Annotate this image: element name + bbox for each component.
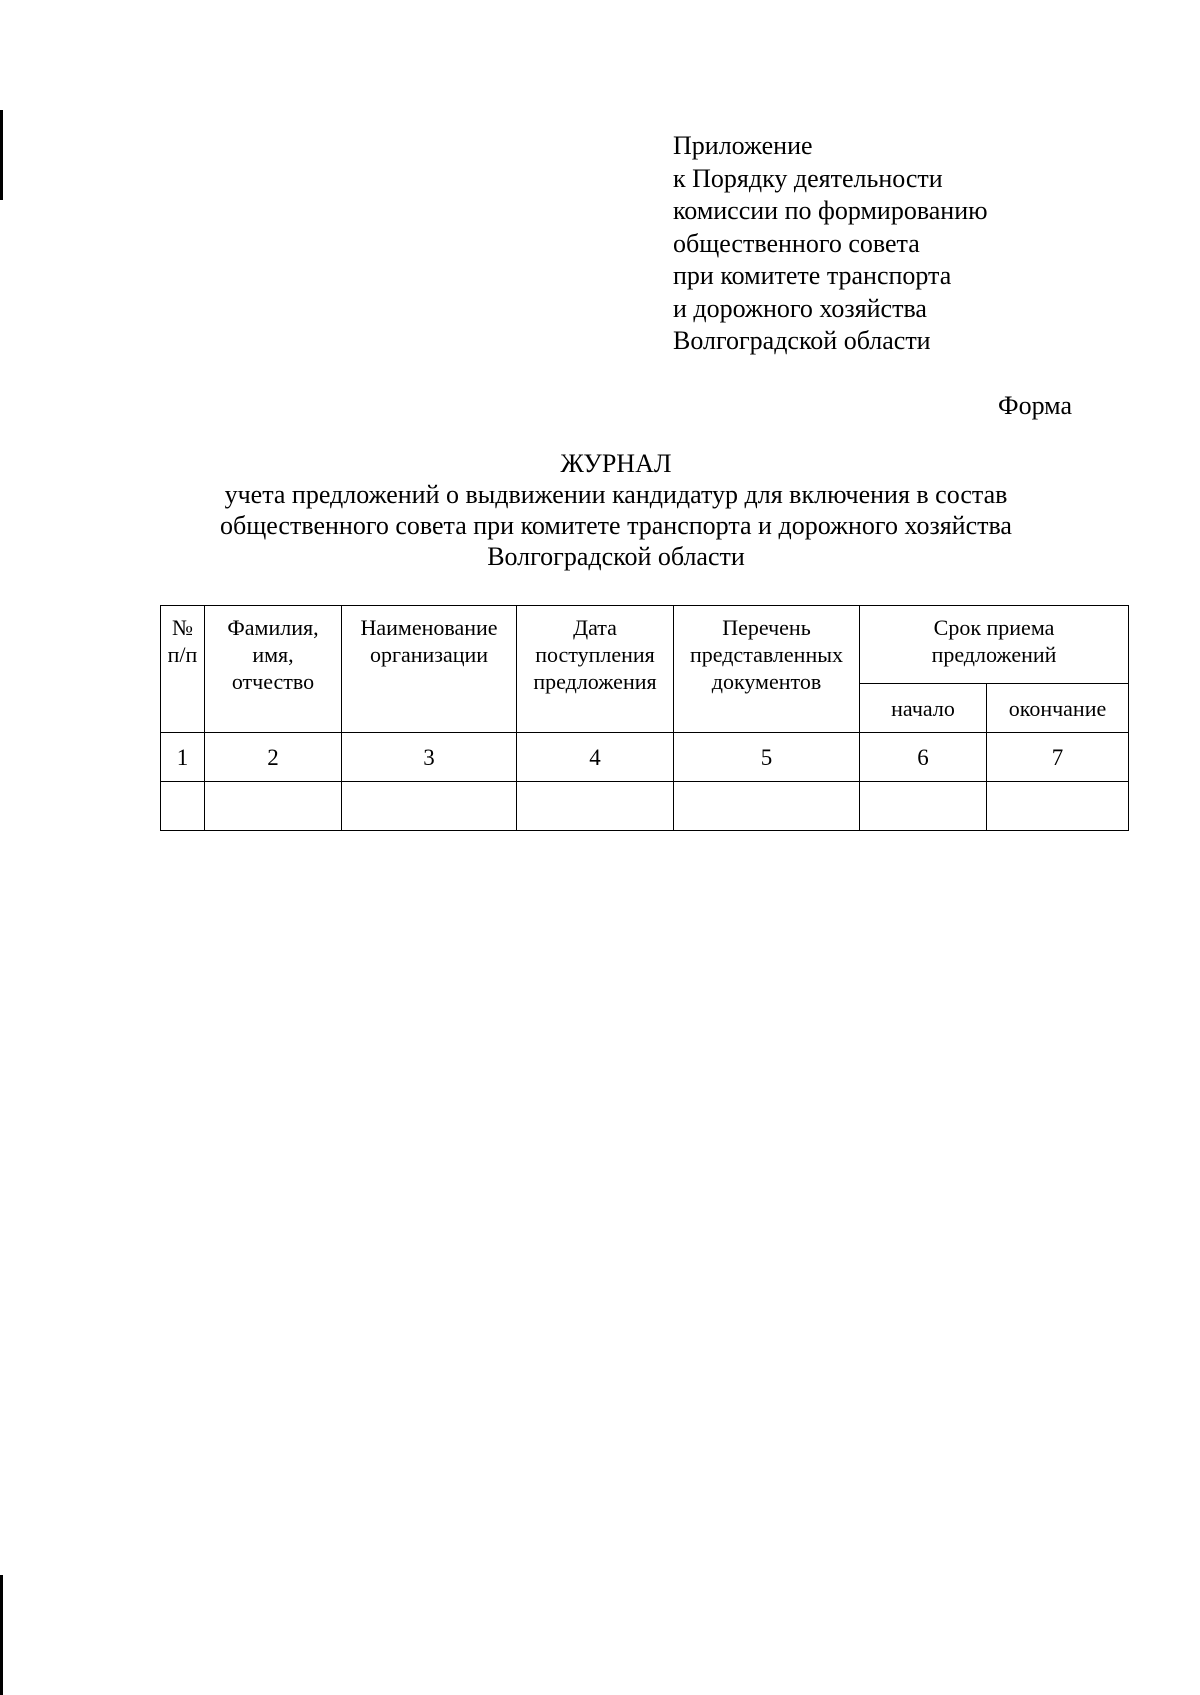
- header-cell-full-name: Фамилия, имя, отчество: [205, 606, 342, 733]
- header-cell-acceptance-period: Срок приема предложений: [860, 606, 1129, 684]
- column-number-cell: 5: [674, 733, 860, 782]
- header-cell-organization: Наименование организации: [342, 606, 517, 733]
- column-number-cell: 2: [205, 733, 342, 782]
- appendix-line: общественного совета: [673, 228, 920, 258]
- empty-cell: [342, 782, 517, 831]
- header-cell-documents-list: Перечень представленных документов: [674, 606, 860, 733]
- empty-cell: [987, 782, 1129, 831]
- empty-cell: [161, 782, 205, 831]
- appendix-line: к Порядку деятельности: [673, 163, 943, 193]
- header-cell-number: № п/п: [161, 606, 205, 733]
- empty-cell: [517, 782, 674, 831]
- empty-cell: [674, 782, 860, 831]
- table-header-row: [161, 606, 1129, 684]
- header-cell-period-start: начало: [860, 684, 987, 733]
- scan-edge-mark-bottom: [0, 1575, 3, 1695]
- form-label: Форма: [998, 391, 1072, 420]
- appendix-block: [673, 130, 988, 358]
- column-number-row: [161, 733, 1129, 782]
- empty-cell: [860, 782, 987, 831]
- journal-table: [160, 605, 1129, 831]
- appendix-line: комиссии по формированию: [673, 196, 988, 225]
- journal-subtitle-line: общественного совета при комитете транспорта и дорожного хозяйства: [220, 511, 1012, 540]
- table-row: [161, 782, 1129, 831]
- header-cell-receipt-date: Дата поступления предложения: [517, 606, 674, 733]
- journal-subtitle-line: Волгоградской области: [487, 542, 745, 571]
- empty-cell: [205, 782, 342, 831]
- journal-title-block: [0, 448, 1200, 572]
- column-number-cell: 6: [860, 733, 987, 782]
- appendix-line: Приложение: [673, 131, 813, 160]
- column-number-cell: 3: [342, 733, 517, 782]
- appendix-line: при комитете транспорта: [673, 261, 952, 290]
- column-number-cell: 7: [987, 733, 1129, 782]
- column-number-cell: 1: [161, 733, 205, 782]
- appendix-line: и дорожного хозяйства: [673, 293, 927, 323]
- header-cell-period-end: окончание: [987, 684, 1129, 733]
- column-number-cell: 4: [517, 733, 674, 782]
- journal-heading: ЖУРНАЛ: [560, 449, 672, 478]
- appendix-line: Волгоградской области: [673, 326, 931, 355]
- scan-edge-mark-top: [0, 110, 3, 200]
- journal-subtitle-line: учета предложений о выдвижении кандидатур для включения в состав: [224, 480, 1008, 509]
